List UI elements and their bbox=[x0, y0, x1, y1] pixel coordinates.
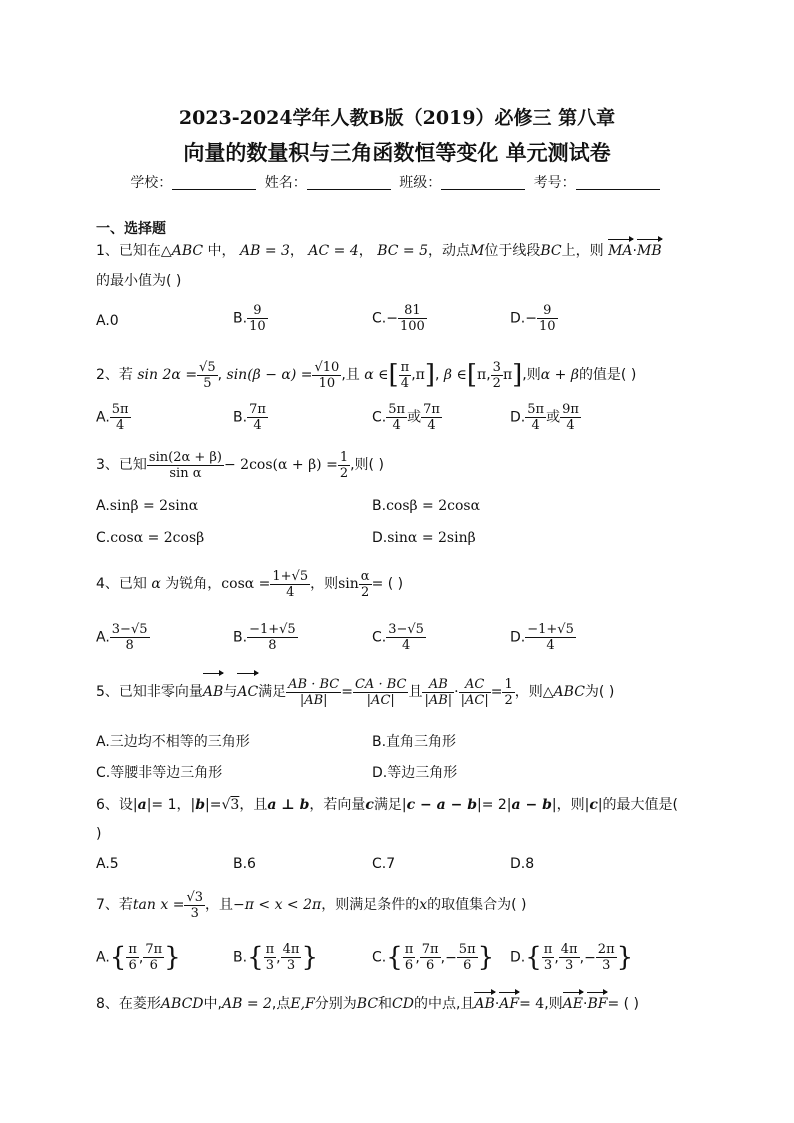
denominator: 2 bbox=[504, 692, 513, 708]
bracket: ] bbox=[424, 360, 436, 390]
math: c bbox=[365, 797, 374, 813]
math: − 2cos(α + β) = bbox=[224, 457, 338, 473]
question-text: 分别为 bbox=[314, 996, 357, 1012]
math: π bbox=[415, 367, 425, 383]
fraction bbox=[126, 942, 139, 973]
denominator: |AB| bbox=[424, 692, 453, 708]
school-label: 学校： bbox=[130, 175, 173, 191]
numerator: 3−√5 bbox=[388, 622, 424, 637]
fraction bbox=[525, 402, 546, 433]
question-6: 6、设|a|= 1，|b|=√3，且a ⊥ b，若向量c满足|c − a − b|= 2|a − b|，则|c|的最大值是( bbox=[96, 797, 679, 813]
vector-af: AF bbox=[499, 996, 520, 1012]
question-text: 为( ) bbox=[584, 684, 615, 700]
denominator: 3 bbox=[543, 958, 553, 973]
numerator: 1 bbox=[339, 449, 349, 465]
question-text: 位于线段 bbox=[484, 243, 541, 259]
option-label: C. bbox=[372, 949, 387, 966]
option-label: D. bbox=[510, 949, 526, 966]
option-d[interactable] bbox=[510, 402, 581, 433]
numerator: π bbox=[265, 942, 275, 957]
denominator: 4 bbox=[392, 418, 401, 433]
numerator: √5 bbox=[199, 359, 216, 375]
name-blank bbox=[307, 176, 391, 190]
class-blank bbox=[441, 176, 525, 190]
name-label: 姓名： bbox=[264, 175, 307, 191]
option-b[interactable] bbox=[372, 498, 480, 514]
option-d[interactable] bbox=[510, 303, 558, 334]
denominator: |AC| bbox=[366, 692, 395, 708]
brace: } bbox=[616, 942, 634, 973]
brace: } bbox=[164, 942, 181, 973]
fraction bbox=[264, 942, 277, 973]
denominator: 3 bbox=[190, 905, 199, 921]
question-number: 4、 bbox=[96, 576, 119, 592]
numerator: sin(2α + β) bbox=[148, 449, 222, 465]
question-text: |= 2| bbox=[477, 797, 512, 813]
numerator: 7π bbox=[145, 942, 163, 957]
option-b[interactable]: B.直角三角形 bbox=[372, 734, 457, 750]
denominator: 4 bbox=[566, 418, 575, 433]
fraction bbox=[403, 942, 416, 973]
question-text: ，且 bbox=[205, 897, 233, 913]
numerator: −1+√5 bbox=[249, 622, 296, 637]
question-text: 已知 bbox=[118, 576, 152, 592]
fraction bbox=[338, 450, 350, 481]
math: = bbox=[490, 684, 503, 700]
numerator: 7π bbox=[249, 402, 266, 417]
vector-ma: MA bbox=[608, 243, 633, 259]
denominator: 4 bbox=[401, 638, 411, 653]
question-number: 6、 bbox=[96, 797, 119, 813]
question-text: ，则满足条件的 bbox=[321, 897, 420, 913]
vector-ab: AB bbox=[203, 675, 223, 709]
fraction bbox=[560, 402, 581, 433]
bracket: [ bbox=[388, 360, 399, 390]
option-d[interactable] bbox=[372, 530, 476, 546]
question-number: 1、 bbox=[96, 243, 119, 259]
fraction bbox=[286, 677, 341, 708]
numerator: 7π bbox=[423, 402, 440, 417]
fraction bbox=[459, 677, 491, 708]
brace: { bbox=[247, 942, 264, 973]
exam-number-blank bbox=[576, 176, 660, 190]
fraction bbox=[110, 402, 131, 433]
question-text: 和 bbox=[378, 996, 393, 1012]
math: sinβ = 2sinα bbox=[109, 498, 199, 514]
fraction bbox=[281, 942, 302, 973]
option-b[interactable] bbox=[233, 622, 298, 653]
denominator: 2 bbox=[339, 465, 349, 481]
option-a[interactable]: A.0 bbox=[96, 313, 119, 329]
question-text: 的值是( ) bbox=[578, 367, 637, 383]
math: β ∈ bbox=[443, 367, 467, 383]
math: ABCD bbox=[160, 996, 204, 1012]
option-label: D. bbox=[372, 530, 388, 546]
denominator: 3 bbox=[565, 958, 574, 973]
question-6-cont: ) bbox=[96, 826, 102, 842]
option-d[interactable] bbox=[510, 942, 633, 973]
fraction bbox=[359, 569, 372, 600]
denominator: 8 bbox=[268, 638, 277, 653]
fraction bbox=[386, 402, 407, 433]
math: π bbox=[502, 367, 513, 383]
fraction bbox=[247, 622, 298, 653]
bracket: [ bbox=[466, 360, 477, 390]
option-a[interactable] bbox=[96, 402, 131, 433]
fraction bbox=[537, 303, 558, 334]
question-text: 上，则 bbox=[561, 243, 609, 259]
numerator: AB · BC bbox=[288, 676, 340, 692]
question-1: 1、已知在△ABC 中， AB = 3， AC = 4， BC = 5，动点M位于线段BC上，则 MA·MB bbox=[96, 243, 662, 259]
numerator: 81 bbox=[398, 303, 427, 319]
fraction bbox=[596, 942, 617, 973]
denominator: 6 bbox=[404, 958, 414, 973]
school-blank bbox=[172, 176, 256, 190]
fraction bbox=[559, 942, 580, 973]
option-d[interactable]: D.等边三角形 bbox=[372, 765, 458, 781]
math: c − a − b bbox=[406, 797, 477, 813]
numerator: π bbox=[404, 942, 414, 957]
question-8: 8、在菱形ABCD中,AB = 2,点E,F分别为BC和CD的中点,且AB·AF= 4,则AE·BF= ( ) bbox=[96, 996, 640, 1012]
denominator: sin α bbox=[169, 465, 202, 481]
option-c[interactable]: C.等腰非等边三角形 bbox=[96, 765, 223, 781]
math: BC = 5 bbox=[377, 243, 429, 259]
option-a[interactable]: A.三边均不相等的三角形 bbox=[96, 734, 250, 750]
question-1-cont: 的最小值为( ) bbox=[96, 273, 182, 289]
option-d[interactable] bbox=[510, 622, 576, 653]
option-label: A. bbox=[96, 949, 110, 966]
numerator: √3 bbox=[186, 889, 203, 905]
fraction bbox=[110, 622, 150, 653]
numerator: √10 bbox=[314, 359, 340, 375]
brace: { bbox=[525, 942, 542, 973]
question-text: ,则( ) bbox=[350, 457, 384, 473]
question-text: 若 bbox=[118, 897, 133, 913]
vector-ab: AB bbox=[474, 996, 495, 1012]
option-label: D. bbox=[510, 409, 526, 426]
question-number: 3、 bbox=[96, 457, 119, 473]
question-text: ，则 bbox=[310, 576, 339, 592]
fraction bbox=[270, 569, 310, 600]
numerator: 1 bbox=[504, 676, 513, 692]
question-text: |，则| bbox=[551, 797, 590, 813]
numerator: α bbox=[360, 568, 370, 584]
option-label: B. bbox=[233, 310, 248, 327]
fraction bbox=[184, 890, 205, 921]
option-c[interactable] bbox=[372, 402, 442, 433]
option-label: D.− bbox=[510, 310, 537, 327]
option-label: C. bbox=[96, 530, 111, 546]
math: b bbox=[195, 797, 206, 813]
question-number: 5、 bbox=[96, 684, 119, 700]
math: ABC bbox=[171, 243, 204, 259]
option-label: A. bbox=[96, 629, 110, 646]
option-label: C. bbox=[372, 629, 387, 646]
fraction bbox=[197, 360, 218, 391]
set-d: $\frac{\pi}{3}$ , $\frac{4\pi}{3}$ ,− $\frac{2\pi}{3}$ bbox=[543, 942, 615, 973]
numerator: 3 bbox=[492, 359, 501, 375]
question-number: 7、 bbox=[96, 897, 119, 913]
vector-ac: AC bbox=[237, 675, 258, 709]
fraction bbox=[398, 303, 427, 334]
question-text: ，则△ bbox=[514, 684, 554, 700]
section-title: 一、选择题 bbox=[96, 221, 166, 237]
denominator: 3 bbox=[265, 958, 275, 973]
math: tan x = bbox=[132, 897, 185, 913]
set-c: $\frac{\pi}{6}$ , $\frac{7\pi}{6}$ ,− $\frac{5\pi}{6}$ bbox=[404, 942, 476, 973]
fraction bbox=[386, 622, 426, 653]
denominator: |AB| bbox=[299, 692, 328, 708]
denominator: 3 bbox=[602, 958, 611, 973]
bracket: ] bbox=[512, 360, 523, 390]
denominator: 4 bbox=[116, 418, 125, 433]
math: sin(β − α) = bbox=[226, 367, 313, 383]
math: a ⊥ b bbox=[267, 797, 310, 813]
question-5 bbox=[96, 675, 706, 709]
exam-number-label: 考号： bbox=[533, 175, 576, 191]
option-a[interactable] bbox=[96, 498, 198, 514]
question-text: 的中点,且 bbox=[413, 996, 475, 1012]
fraction bbox=[143, 942, 164, 973]
question-3 bbox=[96, 448, 706, 482]
numerator: 7π bbox=[421, 942, 439, 957]
numerator: π bbox=[400, 359, 410, 375]
question-text: 满足| bbox=[373, 797, 407, 813]
numerator: 5π bbox=[388, 402, 406, 417]
fraction bbox=[422, 677, 454, 708]
math: sinα = 2sinβ bbox=[387, 530, 476, 546]
math: c bbox=[589, 797, 598, 813]
question-7 bbox=[96, 888, 706, 922]
math: x bbox=[419, 897, 428, 913]
option-label: C. bbox=[372, 409, 387, 426]
fraction bbox=[502, 677, 514, 708]
option-label: C.− bbox=[372, 310, 398, 327]
or-text: 或 bbox=[546, 409, 561, 426]
denominator: 2 bbox=[492, 375, 501, 391]
option-c[interactable] bbox=[372, 942, 494, 973]
option-c[interactable]: C.7 bbox=[372, 856, 396, 872]
class-label: 班级： bbox=[399, 175, 442, 191]
math: = bbox=[341, 684, 353, 700]
numerator: 5π bbox=[111, 402, 129, 417]
math: π bbox=[477, 367, 487, 383]
option-label: A. bbox=[96, 498, 110, 514]
vector-mb: MB bbox=[636, 243, 662, 259]
math: ABC bbox=[553, 684, 585, 700]
option-c[interactable] bbox=[372, 303, 427, 334]
fraction bbox=[525, 622, 576, 653]
option-label: B. bbox=[233, 629, 248, 646]
denominator: 6 bbox=[149, 958, 158, 973]
brace: { bbox=[109, 942, 127, 973]
denominator: 4 bbox=[427, 418, 436, 433]
math: 3 bbox=[230, 797, 240, 813]
math: −π < x < 2π bbox=[233, 897, 322, 913]
question-text: |的最大值是( bbox=[597, 797, 679, 813]
question-text: 在菱形 bbox=[118, 996, 161, 1012]
option-label: B. bbox=[233, 949, 248, 966]
numerator: π bbox=[543, 942, 553, 957]
math: cosβ = 2cosα bbox=[386, 498, 481, 514]
denominator: |AC| bbox=[460, 692, 489, 708]
numerator: CA · BC bbox=[354, 676, 407, 692]
denominator: 2 bbox=[361, 584, 370, 600]
question-text: 且 bbox=[408, 684, 423, 700]
question-text: ,则 bbox=[544, 996, 563, 1012]
math: cosα = bbox=[221, 576, 271, 592]
set-a: $\frac{\pi}{6}$ , $\frac{7\pi}{6}$ bbox=[128, 942, 163, 973]
denominator: 10 bbox=[538, 319, 556, 334]
numerator: 2π bbox=[597, 942, 615, 957]
fraction bbox=[399, 360, 412, 391]
question-text: 已知在△ bbox=[118, 243, 172, 259]
fraction bbox=[542, 942, 555, 973]
math: sin bbox=[338, 576, 359, 592]
denominator: 10 bbox=[249, 319, 266, 334]
question-text: = ( ) bbox=[371, 576, 404, 592]
page-subtitle: 向量的数量积与三角函数恒等变化 单元测试卷 bbox=[183, 140, 611, 165]
denominator: 5 bbox=[203, 375, 212, 391]
option-c[interactable] bbox=[96, 530, 204, 546]
fraction bbox=[312, 360, 341, 391]
math: cosα = 2cosβ bbox=[110, 530, 205, 546]
question-text: ，动点 bbox=[428, 243, 471, 259]
fraction bbox=[421, 402, 442, 433]
numerator: 9 bbox=[247, 303, 268, 319]
brace: } bbox=[301, 942, 318, 973]
option-label: B. bbox=[233, 409, 248, 426]
question-text: 已知非零向量 bbox=[118, 684, 203, 700]
fraction bbox=[353, 677, 408, 708]
option-a[interactable]: A.5 bbox=[96, 856, 119, 872]
math: AB = 2 bbox=[221, 996, 272, 1012]
question-2: 2、若 sin 2α = $\frac{√5}{5}$ , sin(β − α) = $\frac{√10}{10}$ ,且 α ∈[ $\frac{\pi}{4}$ ,π], β ∈[π, $\frac{3}{2}$ π],则α + β的值是( ) bbox=[96, 359, 637, 391]
math: α + β bbox=[540, 367, 579, 383]
math: · bbox=[454, 684, 459, 700]
denominator: 4 bbox=[253, 418, 262, 433]
option-label: D. bbox=[510, 629, 526, 646]
option-b[interactable] bbox=[233, 942, 318, 973]
or-text: 或 bbox=[407, 409, 422, 426]
denominator: 6 bbox=[128, 958, 137, 973]
student-info-row bbox=[0, 172, 794, 192]
option-a[interactable] bbox=[96, 622, 150, 653]
option-a[interactable] bbox=[96, 942, 181, 973]
math: a bbox=[137, 797, 147, 813]
question-text: ，若向量 bbox=[309, 797, 366, 813]
numerator: 9π bbox=[562, 402, 579, 417]
math: BC bbox=[356, 996, 379, 1012]
question-text: 且 bbox=[345, 367, 360, 383]
denominator: 10 bbox=[318, 375, 336, 391]
denominator: 4 bbox=[286, 584, 295, 600]
numerator: −1+√5 bbox=[527, 622, 574, 637]
question-text: 的取值集合为( ) bbox=[427, 897, 527, 913]
math: CD bbox=[392, 996, 414, 1012]
option-d[interactable]: D.8 bbox=[510, 856, 535, 872]
math: a − b bbox=[511, 797, 552, 813]
numerator: 5π bbox=[458, 942, 476, 957]
math: α ∈ bbox=[364, 367, 389, 383]
question-4 bbox=[96, 567, 706, 601]
fraction bbox=[147, 450, 224, 481]
option-b[interactable] bbox=[233, 402, 268, 433]
numerator: 1+√5 bbox=[272, 568, 309, 584]
brace: } bbox=[477, 942, 495, 973]
denominator: 4 bbox=[546, 638, 555, 653]
question-number: 8、 bbox=[96, 996, 119, 1012]
fraction bbox=[457, 942, 478, 973]
fraction bbox=[420, 942, 441, 973]
option-c[interactable] bbox=[372, 622, 426, 653]
brace: { bbox=[386, 942, 403, 973]
option-b[interactable] bbox=[233, 303, 268, 334]
denominator: 6 bbox=[426, 958, 435, 973]
math: = 4 bbox=[519, 996, 545, 1012]
question-text: 中, bbox=[203, 996, 222, 1012]
math: M bbox=[470, 243, 485, 259]
question-text: 若 bbox=[118, 367, 133, 383]
vector-bf: BF bbox=[587, 996, 608, 1012]
numerator: 5π bbox=[527, 402, 545, 417]
denominator: 100 bbox=[399, 319, 425, 334]
numerator: AB bbox=[422, 677, 454, 693]
question-text: 中， bbox=[203, 243, 236, 259]
denominator: 4 bbox=[400, 375, 410, 391]
denominator: 4 bbox=[531, 418, 540, 433]
numerator: AC bbox=[459, 677, 491, 693]
question-text: = ( ) bbox=[607, 996, 640, 1012]
page-title: 2023-2024学年人教B版（2019）必修三 第八章 bbox=[178, 107, 616, 129]
set-b: $\frac{\pi}{3}$ , $\frac{4\pi}{3}$ bbox=[265, 942, 300, 973]
option-label: A. bbox=[96, 409, 110, 426]
fraction bbox=[247, 402, 268, 433]
question-text: 满足 bbox=[258, 684, 287, 700]
numerator: 9 bbox=[537, 303, 558, 319]
numerator: 3−√5 bbox=[111, 622, 148, 637]
question-text: 为锐角， bbox=[160, 576, 222, 592]
question-text: |= 1，| bbox=[146, 797, 196, 813]
question-text: 设| bbox=[118, 797, 138, 813]
vector-ae: AE bbox=[562, 996, 583, 1012]
numerator: π bbox=[128, 942, 137, 957]
math: AC = 4 bbox=[308, 243, 359, 259]
math: AB = 3 bbox=[239, 243, 290, 259]
numerator: 4π bbox=[282, 942, 300, 957]
question-text: 则 bbox=[526, 367, 541, 383]
denominator: 3 bbox=[286, 958, 296, 973]
question-text: ,点 bbox=[271, 996, 291, 1012]
fraction bbox=[247, 303, 268, 334]
option-b[interactable]: B.6 bbox=[233, 856, 256, 872]
question-text: ，且 bbox=[239, 797, 268, 813]
math: BC bbox=[540, 243, 562, 259]
question-number: 2、 bbox=[96, 367, 119, 383]
math: E,F bbox=[290, 996, 315, 1012]
question-text: 与 bbox=[223, 684, 238, 700]
math: α bbox=[151, 576, 161, 592]
option-label: B. bbox=[372, 498, 387, 514]
denominator: 8 bbox=[125, 638, 134, 653]
denominator: 6 bbox=[463, 958, 472, 973]
question-text: |= bbox=[205, 797, 222, 813]
numerator: 4π bbox=[560, 942, 578, 957]
math: sin 2α = bbox=[137, 367, 198, 383]
fraction bbox=[491, 360, 503, 391]
question-text: 已知 bbox=[118, 457, 147, 473]
